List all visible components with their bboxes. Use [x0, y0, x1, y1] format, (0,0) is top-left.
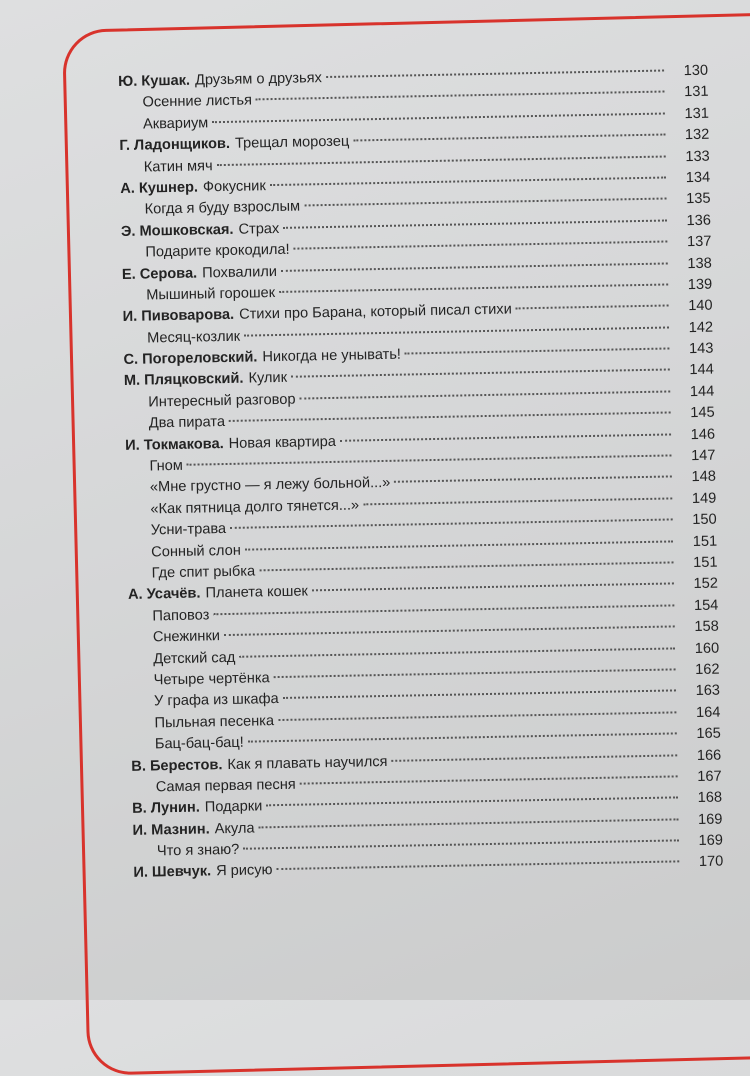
dot-leader	[283, 690, 676, 700]
author-name: Е. Серова.	[121, 265, 198, 283]
page-number: 158	[694, 618, 719, 636]
work-title: Трещал морозец	[234, 133, 350, 152]
work-title: Снежинки	[152, 628, 221, 646]
dot-leader	[394, 476, 672, 483]
work-title: Страх	[238, 220, 280, 238]
author-name: А. Кушнер.	[120, 179, 199, 197]
page-number: 160	[694, 640, 720, 657]
work-title: Усни-трава	[150, 521, 227, 539]
dot-leader	[239, 647, 675, 657]
page-number: 149	[691, 490, 717, 507]
page-number: 137	[686, 233, 712, 251]
work-title: «Как пятница долго тянется...»	[150, 497, 360, 518]
work-title: Как я плавать научился	[227, 753, 388, 773]
dot-leader	[230, 519, 673, 529]
page-number: 152	[693, 575, 719, 593]
dot-leader	[279, 283, 668, 292]
dot-leader	[363, 497, 672, 505]
work-title: Два пирата	[148, 414, 226, 432]
dot-leader	[283, 219, 667, 228]
author-name: И. Мазнин.	[132, 821, 210, 839]
author-name: Г. Ладонщиков.	[119, 136, 231, 155]
page-number: 151	[693, 554, 718, 572]
page-number: 145	[690, 404, 715, 422]
author-name: В. Берестов.	[131, 756, 223, 775]
author-name: Ю. Кушак.	[118, 72, 191, 90]
work-title: Что я знаю?	[156, 841, 240, 860]
dot-leader	[391, 754, 677, 761]
dot-leader	[278, 711, 676, 721]
dot-leader	[245, 540, 673, 550]
author-name: И. Пивоварова.	[122, 307, 235, 326]
work-title: Месяц-козлик	[146, 328, 241, 347]
work-title: Никогда не унывать!	[262, 346, 402, 366]
page-number: 132	[684, 126, 710, 144]
work-title: Я рисую	[215, 862, 273, 880]
author-name: А. Усачёв.	[127, 585, 201, 604]
dot-leader	[243, 839, 679, 849]
dot-leader	[213, 604, 674, 615]
dot-leader	[244, 326, 669, 336]
work-title: Пыльная песенка	[154, 712, 275, 732]
work-title: Подарите крокодила!	[145, 241, 290, 261]
author-name: Э. Мошковская.	[120, 221, 234, 240]
work-title: «Мне грустно — я лежу больной...»	[149, 475, 391, 496]
dot-leader	[300, 775, 678, 784]
author-name: И. Шевчук.	[133, 863, 212, 882]
dot-leader	[516, 305, 669, 310]
work-title: Где спит рыбка	[151, 563, 256, 582]
dot-leader	[270, 176, 666, 186]
work-title: Планета кошек	[205, 583, 309, 602]
work-title: Детский сад	[153, 649, 236, 667]
page-number: 142	[688, 319, 714, 336]
dot-leader	[276, 861, 679, 871]
dot-leader	[229, 412, 671, 422]
work-title: Катин мяч	[143, 157, 213, 176]
page-number: 133	[685, 148, 710, 165]
dot-leader	[187, 454, 672, 465]
page-number: 131	[684, 105, 710, 122]
dot-leader	[405, 348, 670, 355]
work-title: Похвалили	[202, 263, 278, 281]
dot-leader	[217, 155, 666, 166]
work-title: Друзьям о друзьях	[194, 70, 322, 89]
dot-leader	[259, 561, 673, 571]
dot-leader	[294, 241, 668, 250]
work-title: Гном	[149, 457, 184, 475]
page-number: 168	[697, 789, 723, 807]
page-number: 146	[690, 426, 716, 443]
work-title: Осенние листья	[142, 92, 253, 111]
dot-leader	[256, 91, 665, 101]
dot-leader	[340, 433, 671, 441]
dot-leader	[248, 733, 677, 743]
author-name: В. Лунин.	[132, 799, 200, 818]
dot-leader	[274, 668, 676, 678]
page-number: 154	[693, 597, 719, 614]
page-number: 138	[687, 255, 712, 272]
dot-leader	[259, 818, 679, 828]
work-title: Четыре чертёнка	[153, 670, 270, 689]
page-number: 170	[698, 853, 724, 871]
work-title: Самая первая песня	[155, 776, 296, 796]
work-title: Мышиный горошек	[146, 284, 276, 304]
dot-leader	[299, 390, 670, 399]
dot-leader	[326, 70, 664, 78]
work-title: Сонный слон	[151, 542, 241, 561]
work-title: Интересный разговор	[148, 391, 296, 411]
page-number: 167	[697, 768, 722, 785]
work-title: Кулик	[248, 370, 288, 388]
page-number: 165	[696, 725, 721, 743]
page-number: 148	[691, 469, 717, 486]
work-title: Бац-бац-бац!	[154, 734, 244, 753]
author-name: С. Погореловский.	[123, 349, 258, 369]
page-number: 136	[686, 212, 712, 229]
page-number: 144	[689, 362, 714, 379]
page-number: 151	[692, 533, 718, 550]
dot-leader	[281, 262, 668, 271]
page-number: 162	[695, 661, 720, 678]
work-title: Новая квартира	[228, 433, 337, 452]
author-name: И. Токмакова.	[125, 435, 224, 454]
work-title: Аквариум	[142, 115, 209, 133]
author-name: М. Пляцковский.	[123, 371, 244, 390]
dot-leader	[224, 626, 675, 637]
table-of-contents	[118, 61, 723, 885]
page-number: 163	[695, 682, 721, 700]
work-title: Подарки	[204, 798, 263, 816]
work-title: Стихи про Барана, который писал стихи	[238, 301, 512, 324]
dot-leader	[312, 583, 674, 592]
page-number: 169	[697, 811, 723, 828]
page-number: 131	[683, 84, 709, 101]
page-number: 147	[690, 447, 716, 465]
dot-leader	[353, 134, 665, 142]
page-number: 144	[689, 383, 715, 400]
dot-leader	[266, 797, 678, 807]
page-number: 150	[692, 511, 717, 529]
dot-leader	[212, 112, 665, 123]
work-title: Когда я буду взрослым	[144, 198, 301, 218]
page-number: 169	[698, 832, 724, 850]
page-number: 143	[688, 340, 714, 358]
work-title: Акула	[214, 820, 255, 837]
work-title: У графа из шкафа	[153, 691, 279, 710]
page-number: 130	[683, 62, 709, 80]
dot-leader	[304, 198, 666, 207]
dot-leader	[291, 369, 670, 378]
page-number: 140	[688, 297, 713, 315]
work-title: Фокусник	[202, 178, 266, 196]
page-number: 134	[685, 169, 711, 187]
page-number: 135	[686, 190, 711, 208]
page-number: 166	[696, 747, 722, 764]
work-title: Паповоз	[152, 607, 210, 625]
page-number: 139	[687, 276, 713, 294]
page-number: 164	[695, 704, 721, 721]
